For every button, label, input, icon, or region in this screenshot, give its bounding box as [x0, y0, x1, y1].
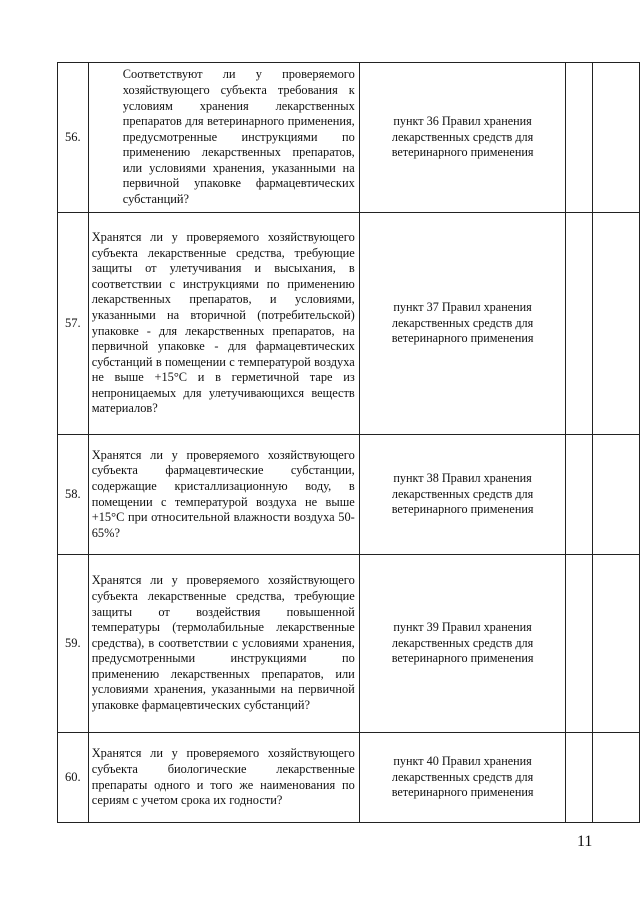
empty-cell [566, 435, 593, 555]
legal-reference: пункт 36 Правил хранения лекарственных средств для ветеринарного применения [359, 63, 566, 213]
legal-reference: пункт 37 Правил хранения лекарственных средств для ветеринарного применения [359, 213, 566, 435]
empty-cell [593, 63, 640, 213]
question-text: Соответствуют ли у проверяемого хозяйствующего субъекта требования к условиям хранения лекарственных препаратов для ветеринарного применения, предусмотренные инструкциями по применению лекарственных препаратов, или условиями хранения, указанными на первичной упаковке фармацевтических субстанций? [88, 63, 359, 213]
empty-cell [593, 213, 640, 435]
question-text: Хранятся ли у проверяемого хозяйствующего субъекта лекарственные средства, требующие защиты от улетучивания и высыхания, в соответствии с инструкциями по применению лекарственных препаратов, и условиями, указанными на вторичной (потребительской) упаковке - для лекарственных препаратов, на первичной упаковке - для фармацевтических субстанций в помещении с температурой воздуха не выше +15°С и в герметичной таре из непроницаемых для улетучивающихся веществ материалов? [88, 213, 359, 435]
item-number: 58. [58, 435, 89, 555]
checklist-table [57, 62, 640, 823]
empty-cell [566, 555, 593, 733]
empty-cell [593, 733, 640, 823]
table-row [58, 213, 640, 435]
item-number: 56. [58, 63, 89, 213]
legal-reference: пункт 40 Правил хранения лекарственных средств для ветеринарного применения [359, 733, 566, 823]
legal-reference: пункт 38 Правил хранения лекарственных средств для ветеринарного применения [359, 435, 566, 555]
item-number: 57. [58, 213, 89, 435]
table-row [58, 555, 640, 733]
item-number: 60. [58, 733, 89, 823]
question-text: Хранятся ли у проверяемого хозяйствующего субъекта лекарственные средства, требующие защиты от воздействия повышенной температуры (термолабильные лекарственные средства), в соответствии с условиями хранения, предусмотренными инструкциями по применению лекарственных препаратов, или условиями хранения, указанными на первичной упаковке фармацевтических субстанций? [88, 555, 359, 733]
empty-cell [566, 733, 593, 823]
empty-cell [593, 435, 640, 555]
item-number: 59. [58, 555, 89, 733]
legal-reference: пункт 39 Правил хранения лекарственных средств для ветеринарного применения [359, 555, 566, 733]
page-number: 11 [577, 833, 593, 850]
table-row [58, 733, 640, 823]
empty-cell [566, 213, 593, 435]
empty-cell [566, 63, 593, 213]
empty-cell [593, 555, 640, 733]
table-row [58, 435, 640, 555]
table-row [58, 63, 640, 213]
question-text: Хранятся ли у проверяемого хозяйствующего субъекта биологические лекарственные препараты одного и того же наименования по сериям с учетом срока их годности? [88, 733, 359, 823]
question-text: Хранятся ли у проверяемого хозяйствующего субъекта фармацевтические субстанции, содержащие кристаллизационную воду, в помещении с температурой воздуха не выше +15°С при относительной влажности воздуха 50-65%? [88, 435, 359, 555]
